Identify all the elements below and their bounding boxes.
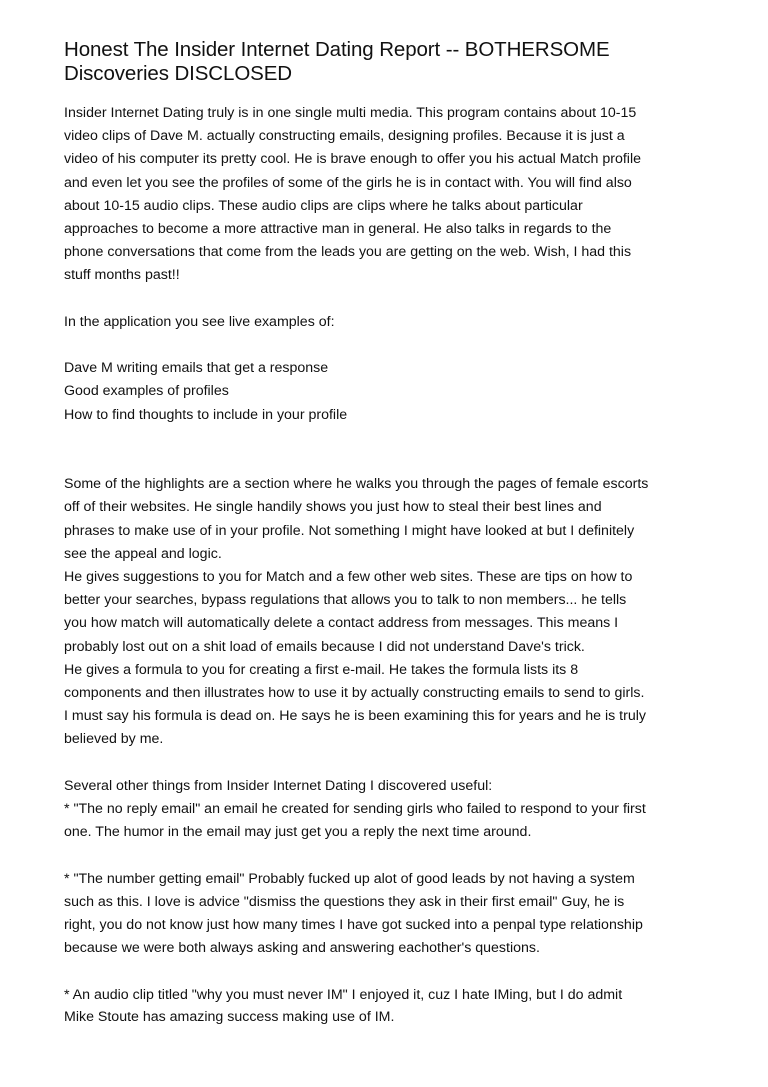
title-line: Discoveries DISCLOSED: [64, 62, 293, 85]
text-line: such as this. I love is advice "dismiss the questions they ask in their first email" Guy, he is: [64, 893, 625, 910]
text-line: * "The number getting email" Probably fucked up alot of good leads by not having a system: [64, 870, 635, 887]
paragraph-examples-intro: [64, 311, 704, 334]
spacer: [64, 960, 704, 983]
text-line: In the application you see live examples of:: [64, 313, 335, 330]
text-line: He gives a formula to you for creating a first e-mail. He takes the formula lists its 8: [64, 661, 579, 678]
text-line: believed by me.: [64, 731, 164, 748]
examples-list: [64, 357, 704, 427]
text-line: because we were both always asking and answering eachother's questions.: [64, 940, 540, 957]
spacer: [64, 288, 704, 311]
text-line: about 10-15 audio clips. These audio clips are clips where he talks about particular: [64, 197, 583, 214]
text-line: see the appeal and logic.: [64, 545, 222, 562]
text-line: He gives suggestions to you for Match and a few other web sites. These are tips on how to: [64, 569, 633, 586]
text-line: Insider Internet Dating truly is in one single multi media. This program contains about 10-15: [64, 105, 637, 121]
spacer: [64, 752, 704, 775]
list-item: How to find thoughts to include in your profile: [64, 406, 348, 423]
text-line: better your searches, bypass regulations that allows you to talk to non members... he tells: [64, 592, 627, 609]
text-line: video of his computer its pretty cool. He is brave enough to offer you his actual Match profile: [64, 151, 641, 168]
spacer: [64, 844, 704, 867]
list-item: Dave M writing emails that get a response: [64, 360, 329, 377]
text-line: stuff months past!!: [64, 267, 180, 284]
text-line: Mike Stoute has amazing success making use of IM.: [64, 1008, 395, 1025]
text-line: probably lost out on a shit load of emails because I did not understand Dave's trick.: [64, 638, 585, 655]
text-line: approaches to become a more attractive man in general. He also talks in regards to the: [64, 221, 612, 238]
paragraph-number-email: [64, 868, 704, 961]
text-line: you how match will automatically delete a contact address from messages. This means I: [64, 615, 619, 632]
spacer: [64, 427, 704, 473]
title-line: Honest The Insider Internet Dating Report -- BOTHERSOME: [64, 38, 610, 61]
text-line: * "The no reply email" an email he created for sending girls who failed to respond to your first: [64, 801, 646, 818]
paragraph-useful: [64, 775, 704, 845]
text-line: components and then illustrates how to use it by actually constructing emails to send to girls.: [64, 685, 645, 702]
text-line: Some of the highlights are a section where he walks you through the pages of female escorts: [64, 476, 649, 493]
text-line: * An audio clip titled "why you must never IM" I enjoyed it, cuz I hate IMing, but I do admit: [64, 986, 623, 1003]
spacer: [64, 334, 704, 357]
paragraph-audio-clip: [64, 984, 704, 1028]
text-line: phrases to make use of in your profile. Not something I might have looked at but I definitely: [64, 522, 635, 539]
list-item: Good examples of profiles: [64, 383, 229, 400]
text-line: Several other things from Insider Internet Dating I discovered useful:: [64, 777, 493, 794]
paragraph-highlights: [64, 473, 704, 751]
text-line: one. The humor in the email may just get you a reply the next time around.: [64, 824, 532, 841]
text-line: and even let you see the profiles of some of the girls he is in contact with. You will find also: [64, 174, 632, 191]
text-line: I must say his formula is dead on. He says he is been examining this for years and he is truly: [64, 708, 646, 725]
text-line: phone conversations that come from the leads you are getting on the web. Wish, I had this: [64, 244, 632, 261]
document-title: [64, 38, 704, 86]
text-line: video clips of Dave M. actually constructing emails, designing profiles. Because it is just a: [64, 128, 625, 145]
text-line: off of their websites. He single handily shows you just how to steal their best lines and: [64, 499, 602, 516]
paragraph-intro: [64, 102, 704, 288]
text-line: right, you do not know just how many times I have got sucked into a penpal type relationship: [64, 917, 643, 934]
document-page: [64, 38, 704, 1028]
